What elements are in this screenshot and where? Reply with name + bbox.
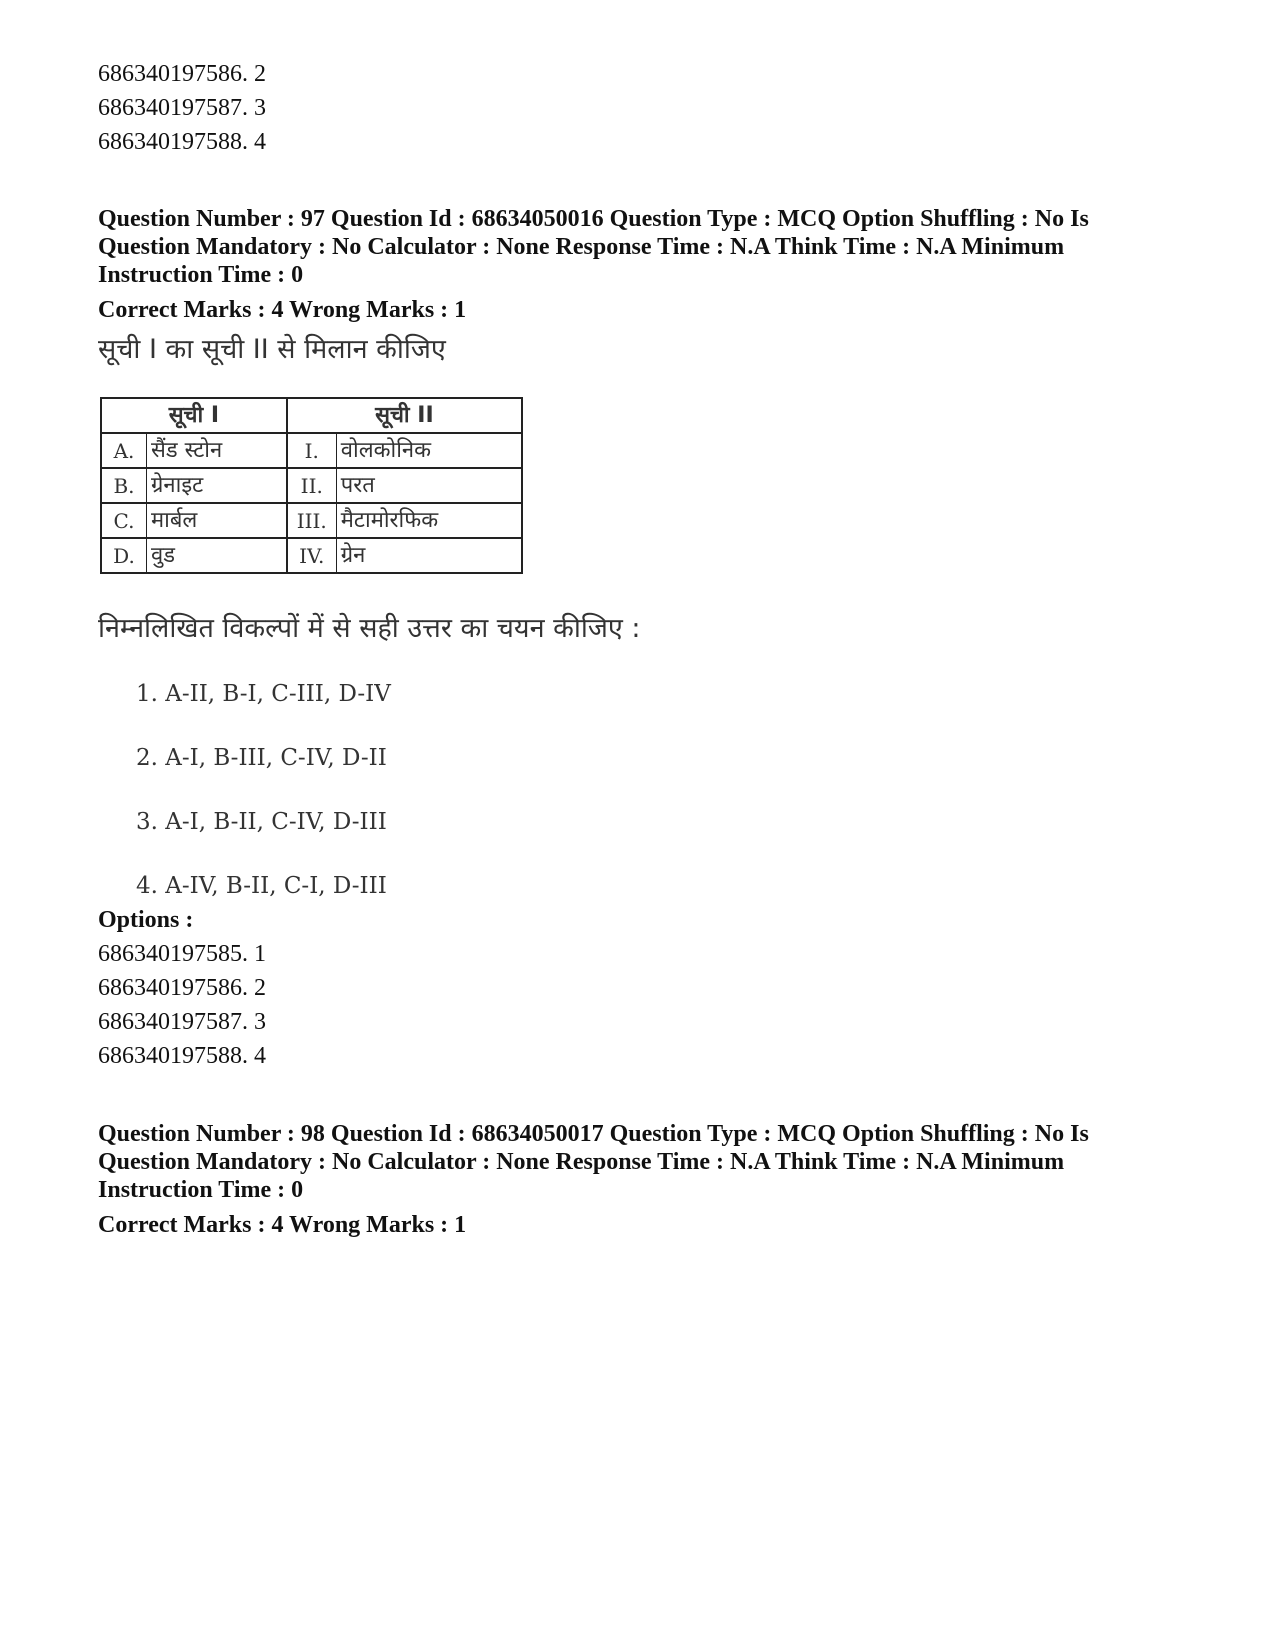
option-line: 686340197588. 4 — [98, 129, 266, 155]
option-line: 686340197587. 3 — [98, 1009, 266, 1035]
list-1-value: ग्रेनाइट — [147, 468, 287, 503]
list-2-value: परत — [336, 468, 522, 503]
answer-choice: 4. A-IV, B-II, C-I, D-III — [136, 873, 387, 899]
list-2-value: मैटामोरफिक — [336, 503, 522, 538]
list-1-key: C. — [101, 503, 147, 538]
table-row — [101, 503, 522, 538]
option-line: 686340197586. 2 — [98, 975, 266, 1001]
list-2-header: सूची II — [287, 398, 522, 433]
list-2-key: III. — [287, 503, 337, 538]
list-1-value: सैंड स्टोन — [147, 433, 287, 468]
option-line: 686340197585. 1 — [98, 941, 266, 967]
list-2-value: ग्रेन — [336, 538, 522, 573]
match-table — [100, 397, 523, 574]
answer-choice: 1. A-II, B-I, C-III, D-IV — [136, 681, 391, 707]
options-label: Options : — [98, 907, 194, 933]
list-1-key: A. — [101, 433, 147, 468]
list-1-header: सूची I — [101, 398, 287, 433]
question-97-meta — [98, 205, 1188, 289]
answer-choice: 2. A-I, B-III, C-IV, D-II — [136, 745, 387, 771]
list-1-key: D. — [101, 538, 147, 573]
meta-line: Instruction Time : 0 — [98, 262, 304, 288]
question-98-meta — [98, 1120, 1188, 1204]
question-97-marks: Correct Marks : 4 Wrong Marks : 1 — [98, 297, 467, 323]
table-row — [101, 468, 522, 503]
option-line: 686340197587. 3 — [98, 95, 266, 121]
table-row — [101, 433, 522, 468]
list-1-value: मार्बल — [147, 503, 287, 538]
list-2-value: वोलकोनिक — [336, 433, 522, 468]
answer-choice: 3. A-I, B-II, C-IV, D-III — [136, 809, 387, 835]
question-98-marks: Correct Marks : 4 Wrong Marks : 1 — [98, 1212, 467, 1238]
match-instruction: सूची I का सूची II से मिलान कीजिए — [98, 334, 446, 365]
table-header-row — [101, 398, 522, 433]
meta-line: Question Mandatory : No Calculator : None Response Time : N.A Think Time : N.A Minimum — [98, 234, 1065, 260]
list-1-key: B. — [101, 468, 147, 503]
option-line: 686340197586. 2 — [98, 61, 266, 87]
meta-line: Question Number : 98 Question Id : 68634050017 Question Type : MCQ Option Shuffling : No Is — [98, 1121, 1089, 1147]
select-prompt: निम्नलिखित विकल्पों में से सही उत्तर का चयन कीजिए : — [98, 613, 641, 644]
list-1-value: वुड — [147, 538, 287, 573]
option-line: 686340197588. 4 — [98, 1043, 266, 1069]
meta-line: Question Number : 97 Question Id : 68634050016 Question Type : MCQ Option Shuffling : No Is — [98, 206, 1089, 232]
list-2-key: II. — [287, 468, 337, 503]
meta-line: Instruction Time : 0 — [98, 1177, 304, 1203]
meta-line: Question Mandatory : No Calculator : None Response Time : N.A Think Time : N.A Minimum — [98, 1149, 1065, 1175]
list-2-key: IV. — [287, 538, 337, 573]
list-2-key: I. — [287, 433, 337, 468]
table-row — [101, 538, 522, 573]
